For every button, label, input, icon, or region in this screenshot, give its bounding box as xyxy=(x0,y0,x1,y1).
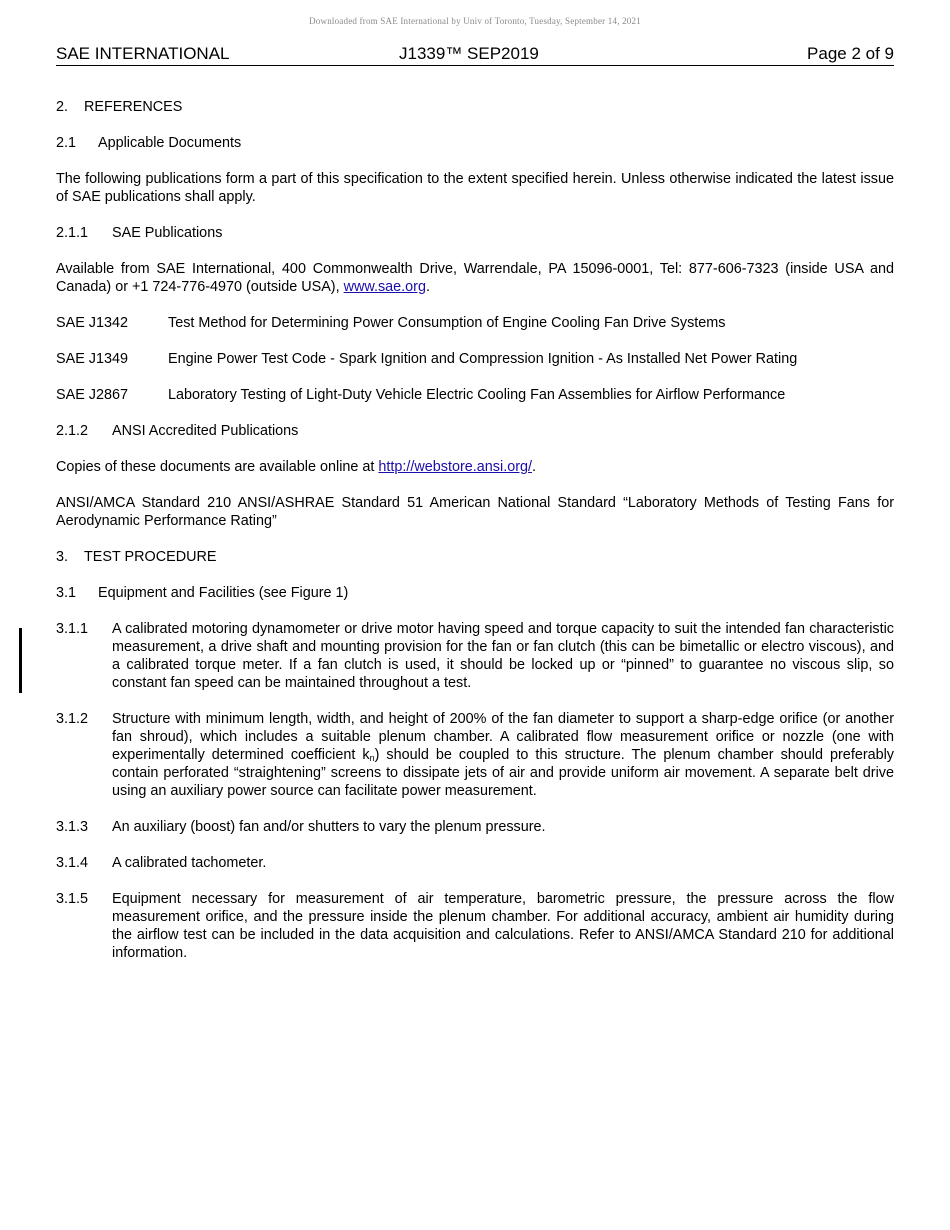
section-heading-2 xyxy=(56,98,894,116)
sae-website-link[interactable]: www.sae.org xyxy=(343,279,426,295)
item-number: 3.1.5 xyxy=(56,891,89,907)
ansi-webstore-link[interactable]: http://webstore.ansi.org/ xyxy=(378,459,532,475)
section-title: Equipment and Facilities (see Figure 1) xyxy=(98,585,349,601)
item-number: 3.1.3 xyxy=(56,819,89,835)
header-org: SAE INTERNATIONAL xyxy=(56,44,230,63)
numbered-item xyxy=(56,818,894,836)
section-number: 3. xyxy=(56,549,69,565)
sae-publications-text xyxy=(56,260,894,296)
header-doc-id: J1339™ SEP2019 xyxy=(399,44,539,63)
ansi-intro-text: Copies of these documents are available online at xyxy=(56,459,379,475)
section-number: 3.1 xyxy=(56,585,77,601)
section-title: TEST PROCEDURE xyxy=(84,549,217,565)
item-number: 3.1.2 xyxy=(56,711,89,727)
section-title: ANSI Accredited Publications xyxy=(112,423,299,439)
section-heading-2-1-2 xyxy=(56,422,894,440)
numbered-item xyxy=(56,710,894,800)
punctuation: . xyxy=(532,459,536,475)
revision-change-bar xyxy=(19,628,22,693)
numbered-item xyxy=(56,620,894,692)
document-body xyxy=(56,98,894,962)
header-page-number: Page 2 of 9 xyxy=(807,44,894,63)
reference-code: SAE J1342 xyxy=(56,315,129,331)
section-number: 2.1 xyxy=(56,135,77,151)
reference-row xyxy=(56,350,894,368)
section-heading-3-1 xyxy=(56,584,894,602)
ansi-standards-text: ANSI/AMCA Standard 210 ANSI/ASHRAE Standard 51 American National Standard “Laboratory Methods of Testing Fans for Aerodynamic Performance Rating” xyxy=(56,495,894,529)
section-title: REFERENCES xyxy=(84,99,183,115)
item-text xyxy=(112,710,894,800)
numbered-item xyxy=(56,890,894,962)
numbered-item xyxy=(56,854,894,872)
item-text-part: ) should be coupled to this structure. The plenum chamber should preferably contain perforated “straightening” screens to dissipate jets of air and provide uniform air movement. A separate belt drive using an auxiliary power source can facilitate power measurement. xyxy=(112,747,895,799)
section-title: SAE Publications xyxy=(112,225,223,241)
item-number: 3.1.4 xyxy=(56,855,89,871)
reference-row xyxy=(56,314,894,332)
section-heading-2-1 xyxy=(56,134,894,152)
reference-title: Engine Power Test Code - Spark Ignition and Compression Ignition - As Installed Net Power Rating xyxy=(168,351,798,367)
page-header xyxy=(56,43,894,66)
item-number: 3.1.1 xyxy=(56,621,89,637)
download-watermark: Downloaded from SAE International by Univ of Toronto, Tuesday, September 14, 2021 xyxy=(309,16,641,26)
section-title: Applicable Documents xyxy=(98,135,242,151)
item-text: Equipment necessary for measurement of air temperature, barometric pressure, the pressure across the flow measurement orifice, and the pressure inside the plenum chamber. For additional accuracy, ambient air humidity during the airflow test can be included in the data acquisition and calculations. Refer to ANSI/AMCA Standard 210 for additional information. xyxy=(112,891,894,961)
reference-row xyxy=(56,386,894,404)
section-heading-3 xyxy=(56,548,894,566)
punctuation: . xyxy=(425,279,430,295)
reference-title: Laboratory Testing of Light-Duty Vehicle Electric Cooling Fan Assemblies for Airflow Performance xyxy=(168,387,786,403)
section-number: 2.1.2 xyxy=(56,423,89,439)
item-text-part: Structure with minimum length, width, and height of 200% of the fan diameter to support a sharp-edge orifice (or another fan shroud), which includes a suitable plenum chamber. A calibrated flow measurement orifice or nozzle (one with experimentally determined coefficient k xyxy=(112,711,894,763)
item-text: A calibrated motoring dynamometer or drive motor having speed and torque capacity to suit the intended fan characteristic measurement, a drive shaft and mounting provision for the fan or fan clutch (this can be bimetallic or electro viscous), and a calibrated torque meter. If a fan clutch is used, it should be locked up or “pinned” to guarantee no viscous slip, so constant fan speed can be maintained throughout a test. xyxy=(112,621,894,691)
section-number: 2.1.1 xyxy=(56,225,89,241)
item-text: An auxiliary (boost) fan and/or shutters to vary the plenum pressure. xyxy=(112,819,546,835)
subscript: n xyxy=(369,753,375,763)
reference-code: SAE J2867 xyxy=(56,387,129,403)
ansi-availability-text xyxy=(56,458,894,476)
section-heading-2-1-1 xyxy=(56,224,894,242)
sae-availability-text: Available from SAE International, 400 Commonwealth Drive, Warrendale, PA 15096-0001, Tel: 877-606-7323 (inside USA and Canada) or +1 724-776-4970 (outside USA), xyxy=(56,261,894,295)
item-text: A calibrated tachometer. xyxy=(112,855,267,871)
section-number: 2. xyxy=(56,99,69,115)
reference-title: Test Method for Determining Power Consumption of Engine Cooling Fan Drive Systems xyxy=(168,315,726,331)
reference-code: SAE J1349 xyxy=(56,351,129,367)
applicable-documents-intro: The following publications form a part of this specification to the extent specified herein. Unless otherwise indicated the latest issue of SAE publications shall apply. xyxy=(56,171,894,205)
